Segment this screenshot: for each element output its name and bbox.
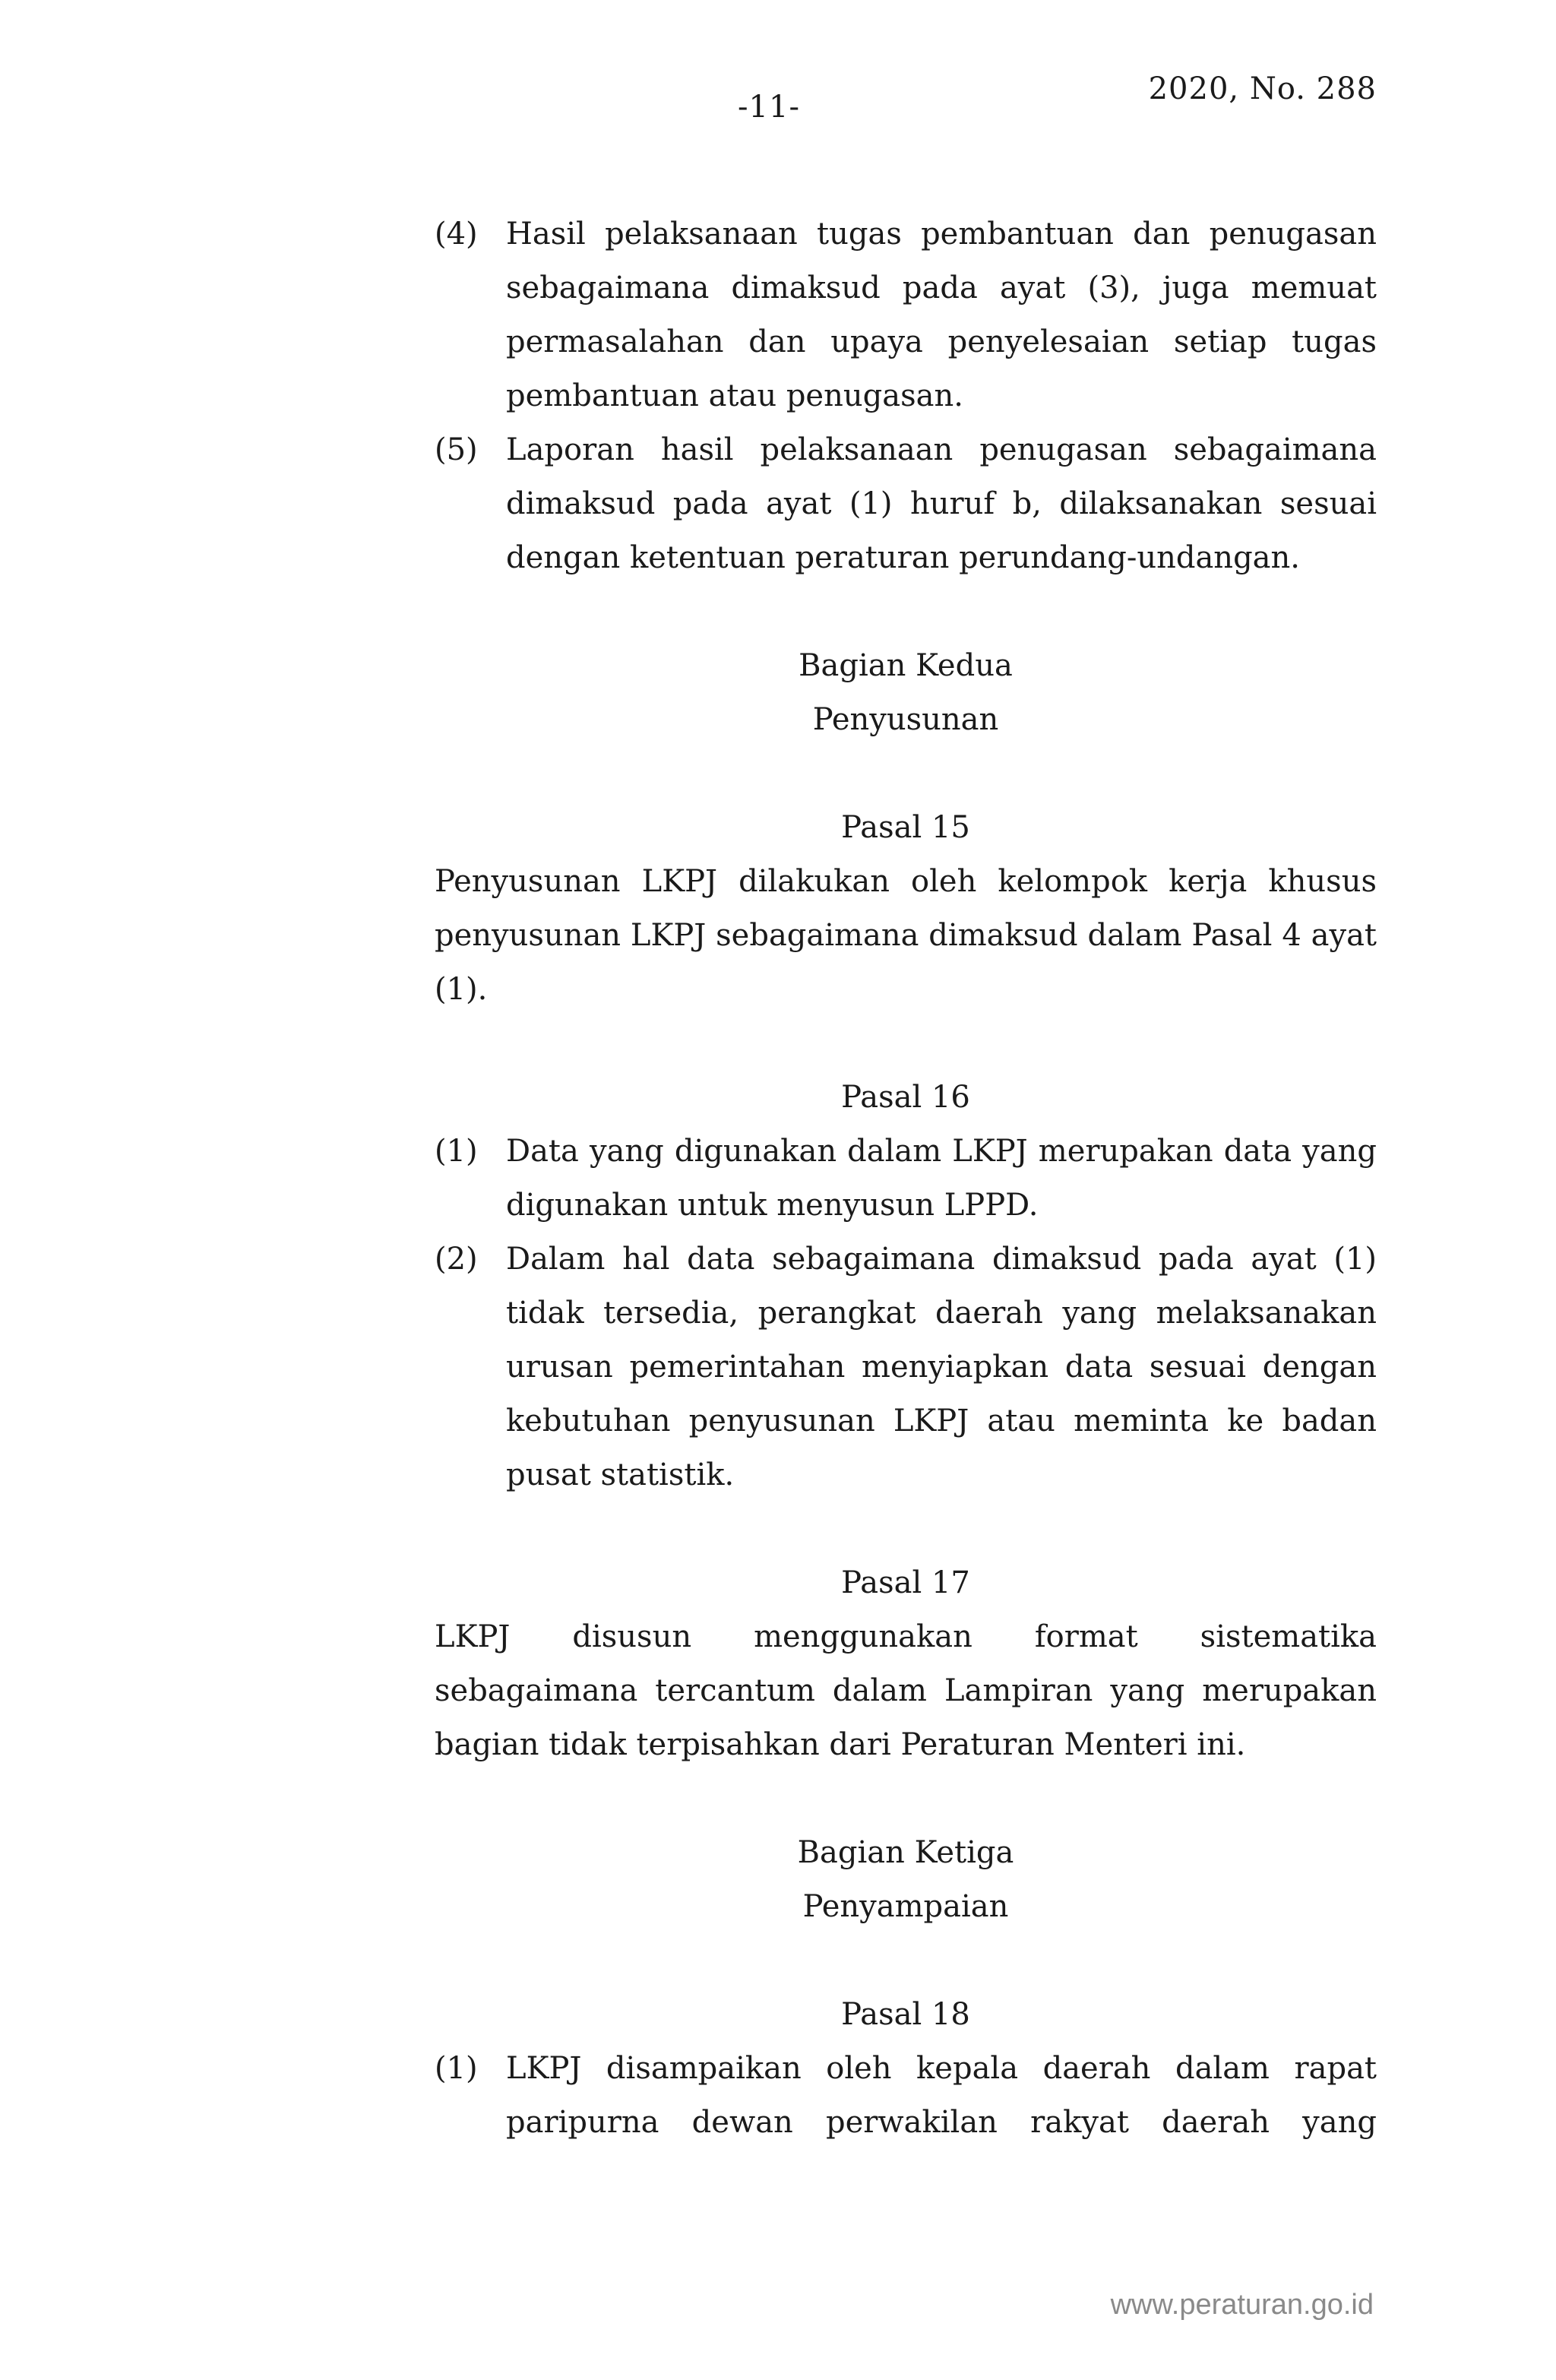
article-text: Penyusunan LKPJ dilakukan oleh kelompok kerja khusus penyusunan LKPJ sebagaimana dimaksud dalam Pasal 4 ayat (1). — [435, 864, 1377, 1007]
part-subtitle: Penyampaian — [802, 1889, 1009, 1924]
ayat-text: LKPJ disampaikan oleh kepala daerah dalam rapat paripurna dewan perwakilan rakyat daerah yang — [506, 2051, 1377, 2140]
ayat-number: (1) — [435, 2051, 478, 2086]
article-title: Pasal 17 — [841, 1565, 970, 1600]
ayat-text: Laporan hasil pelaksanaan penugasan sebagaimana dimaksud pada ayat (1) huruf b, dilaksanakan sesuai dengan ketentuan peraturan perundang-undangan. — [506, 432, 1377, 575]
article-text: LKPJ disusun menggunakan format sistematika sebagaimana tercantum dalam Lampiran yang merupakan bagian tidak terpisahkan dari Peraturan Menteri ini. — [435, 1619, 1377, 1762]
article-title: Pasal 16 — [841, 1080, 970, 1115]
ayat-text: Hasil pelaksanaan tugas pembantuan dan penugasan sebagaimana dimaksud pada ayat (3), juga memuat permasalahan dan upaya penyelesaian setiap tugas pembantuan atau penugasan. — [506, 217, 1377, 413]
gazette-reference: 2020, No. 288 — [1148, 71, 1377, 106]
ayat-text: Data yang digunakan dalam LKPJ merupakan data yang digunakan untuk menyusun LPPD. — [506, 1134, 1377, 1223]
article-title: Pasal 15 — [841, 810, 970, 845]
part-title: Bagian Ketiga — [797, 1835, 1014, 1870]
part-subtitle: Penyusunan — [812, 702, 999, 737]
part-title: Bagian Kedua — [799, 648, 1013, 683]
ayat-number: (2) — [435, 1242, 478, 1277]
page-number: -11- — [738, 90, 800, 125]
ayat-1 — [435, 2042, 1377, 2150]
document-body — [435, 207, 1377, 2150]
website-link[interactable]: www.peraturan.go.id — [1110, 2289, 1374, 2321]
ayat-number: (5) — [435, 432, 478, 467]
article-title: Pasal 18 — [841, 1997, 970, 2032]
ayat-5 — [435, 423, 1377, 585]
ayat-text: Dalam hal data sebagaimana dimaksud pada ayat (1) tidak tersedia, perangkat daerah yang melaksanakan urusan pemerintahan menyiapkan data sesuai dengan kebutuhan penyusunan LKPJ atau meminta ke badan pusat statistik. — [506, 1242, 1377, 1492]
ayat-1 — [435, 1125, 1377, 1233]
ayat-2 — [435, 1233, 1377, 1502]
ayat-number: (4) — [435, 217, 478, 252]
ayat-number: (1) — [435, 1134, 478, 1169]
ayat-4 — [435, 207, 1377, 423]
